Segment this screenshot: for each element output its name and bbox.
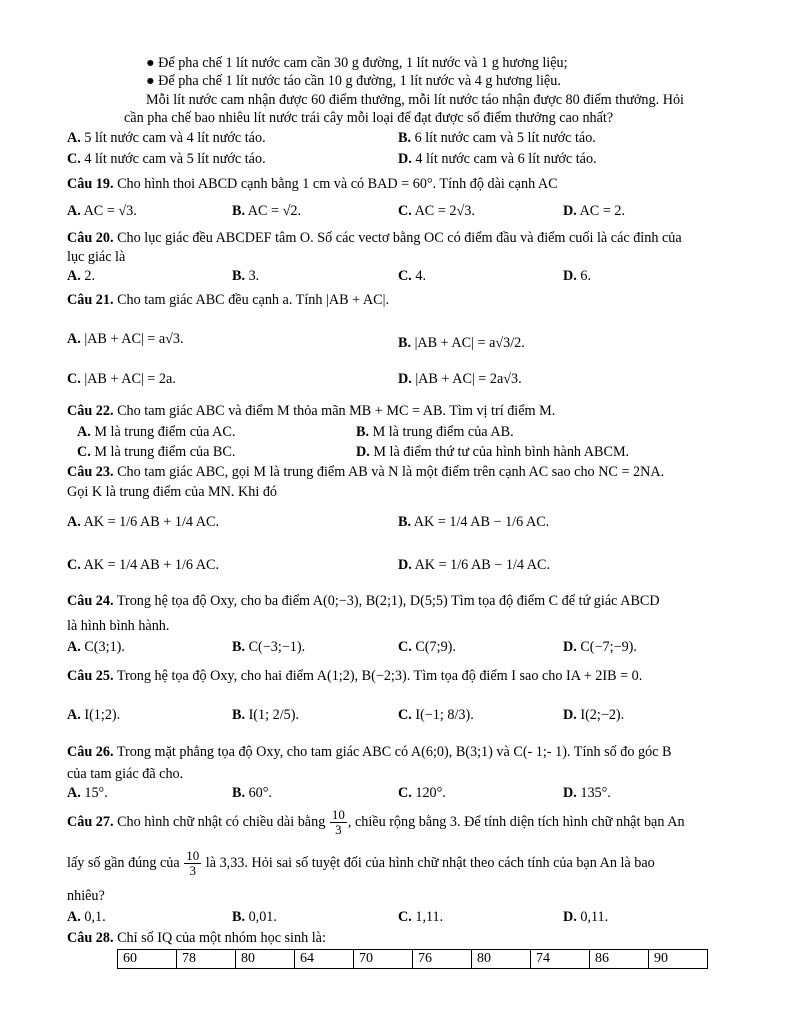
iq-cell: 60 — [118, 950, 177, 969]
q27-option-d: D. 0,11. — [563, 909, 609, 925]
q27-stem-3: nhiêu? — [67, 888, 105, 904]
q24-option-b: B. C(−3;−1). — [232, 639, 306, 655]
q24-option-d: D. C(−7;−9). — [563, 639, 637, 655]
q27-stem-2: lấy số gần đúng của $\frac{10}{3}$ là 3,33. Hỏi sai số tuyệt đối của hình chữ nhật theo cách tính của bạn An là bao — [67, 848, 655, 879]
q27-option-b: B. 0,01. — [232, 909, 277, 925]
q26-option-a: A. 15°. — [67, 785, 108, 801]
iq-cell: 86 — [590, 950, 649, 969]
q21-option-b: B. |AB + AC| = a√3/2. — [398, 335, 525, 351]
q25-option-c: C. I(−1; 8/3). — [398, 707, 474, 723]
q23-option-d: D. AK = 1/6 AB − 1/4 AC. — [398, 557, 550, 573]
q26-option-d: D. 135°. — [563, 785, 611, 801]
q18-option-d: D. 4 lít nước cam và 6 lít nước táo. — [398, 151, 597, 167]
q21-option-a: A. |AB + AC| = a√3. — [67, 331, 184, 347]
q20-option-c: C. 4. — [398, 268, 426, 284]
q22-option-d: D. M là điểm thứ tư của hình bình hành ABCM. — [356, 444, 630, 460]
q23-option-a: A. AK = 1/6 AB + 1/4 AC. — [67, 514, 219, 530]
q25-option-b: B. I(1; 2/5). — [232, 707, 299, 723]
q18-text-1: Mỗi lít nước cam nhận được 60 điểm thưởng, mỗi lít nước táo nhận được 80 điểm thưởng. Hỏi — [146, 92, 684, 108]
q23-option-b: B. AK = 1/4 AB − 1/6 AC. — [398, 514, 550, 530]
q27-stem-1: Câu 27. Cho hình chữ nhật có chiều dài bằng $\frac{10}{3}$ , chiều rộng bằng 3. Để tính diện tích hình chữ nhật bạn An — [67, 807, 685, 838]
table-row — [118, 950, 708, 969]
q19-option-c: C. AC = 2√3. — [398, 203, 475, 219]
q24-option-a: A. C(3;1). — [67, 639, 125, 655]
q25-option-a: A. I(1;2). — [67, 707, 121, 723]
q21-option-d: D. |AB + AC| = 2a√3. — [398, 371, 522, 387]
iq-table — [117, 949, 708, 969]
q26-stem-1: Câu 26. Trong mặt phẳng tọa độ Oxy, cho tam giác ABC có A(6;0), B(3;1) và C(- 1;- 1). Tính số đo góc B — [67, 744, 672, 760]
q22-option-a: A. M là trung điểm của AC. — [77, 424, 236, 440]
q28-stem: Câu 28. Chỉ số IQ của một nhóm học sinh là: — [67, 930, 326, 946]
q26-option-b: B. 60°. — [232, 785, 272, 801]
q21-option-c: C. |AB + AC| = 2a. — [67, 371, 176, 387]
q23-option-c: C. AK = 1/4 AB + 1/6 AC. — [67, 557, 219, 573]
q21-stem: Câu 21. Cho tam giác ABC đều cạnh a. Tính |AB + AC|. — [67, 292, 389, 308]
q20-stem-2: lục giác là — [67, 249, 126, 265]
iq-cell: 70 — [354, 950, 413, 969]
iq-cell: 78 — [177, 950, 236, 969]
q26-stem-2: của tam giác đã cho. — [67, 766, 184, 782]
iq-cell: 80 — [472, 950, 531, 969]
q19-option-a: A. AC = √3. — [67, 203, 137, 219]
q27-option-c: C. 1,11. — [398, 909, 444, 925]
q19-option-b: B. AC = √2. — [232, 203, 302, 219]
q26-option-c: C. 120°. — [398, 785, 446, 801]
q18-option-c: C. 4 lít nước cam và 5 lít nước táo. — [67, 151, 266, 167]
q25-stem: Câu 25. Trong hệ tọa độ Oxy, cho hai điểm A(1;2), B(−2;3). Tìm tọa độ điểm I sao cho IA + 2IB = 0. — [67, 668, 643, 684]
iq-cell: 76 — [413, 950, 472, 969]
q27-fraction-2: $\frac{10}{3}$ — [186, 848, 200, 879]
q18-option-a: A. 5 lít nước cam và 4 lít nước táo. — [67, 130, 266, 146]
q19-option-d: D. AC = 2. — [563, 203, 626, 219]
q19-stem: Câu 19. Cho hình thoi ABCD cạnh bằng 1 cm và có BAD = 60°. Tính độ dài cạnh AC — [67, 176, 558, 192]
iq-cell: 64 — [295, 950, 354, 969]
q25-option-d: D. I(2;−2). — [563, 707, 625, 723]
iq-cell: 80 — [236, 950, 295, 969]
q20-option-a: A. 2. — [67, 268, 95, 284]
q24-stem-1: Câu 24. Trong hệ tọa độ Oxy, cho ba điểm A(0;−3), B(2;1), D(5;5) Tìm tọa độ điểm C để tứ giác ABCD — [67, 593, 660, 609]
iq-cell: 90 — [649, 950, 708, 969]
q22-option-c: C. M là trung điểm của BC. — [77, 444, 236, 460]
q27-option-a: A. 0,1. — [67, 909, 106, 925]
q22-stem: Câu 22. Cho tam giác ABC và điểm M thỏa mãn MB + MC = AB. Tìm vị trí điểm M. — [67, 403, 556, 419]
q24-stem-2: là hình bình hành. — [67, 618, 170, 634]
iq-cell: 74 — [531, 950, 590, 969]
q20-option-d: D. 6. — [563, 268, 591, 284]
q23-stem-1: Câu 23. Cho tam giác ABC, gọi M là trung điểm AB và N là một điểm trên cạnh AC sao cho NC = 2NA. — [67, 464, 665, 480]
q24-option-c: C. C(7;9). — [398, 639, 456, 655]
q18-text-2: cần pha chế bao nhiêu lít nước trái cây mỗi loại để đạt được số điểm thưởng cao nhất? — [124, 110, 614, 126]
q20-option-b: B. 3. — [232, 268, 260, 284]
q22-option-b: B. M là trung điểm của AB. — [356, 424, 514, 440]
q18-bullet-orange: ● Để pha chế 1 lít nước cam cần 30 g đường, 1 lít nước và 1 g hương liệu; — [146, 55, 568, 71]
q20-stem-1: Câu 20. Cho lục giác đều ABCDEF tâm O. Số các vectơ bằng OC có điểm đầu và điểm cuối là các đỉnh của — [67, 230, 682, 246]
q23-stem-2: Gọi K là trung điểm của MN. Khi đó — [67, 484, 278, 500]
q27-fraction-1: $\frac{10}{3}$ — [331, 807, 345, 838]
q18-bullet-apple: ● Để pha chế 1 lít nước táo cần 10 g đường, 1 lít nước và 4 g hương liệu. — [146, 73, 561, 89]
q18-option-b: B. 6 lít nước cam và 5 lít nước táo. — [398, 130, 596, 146]
